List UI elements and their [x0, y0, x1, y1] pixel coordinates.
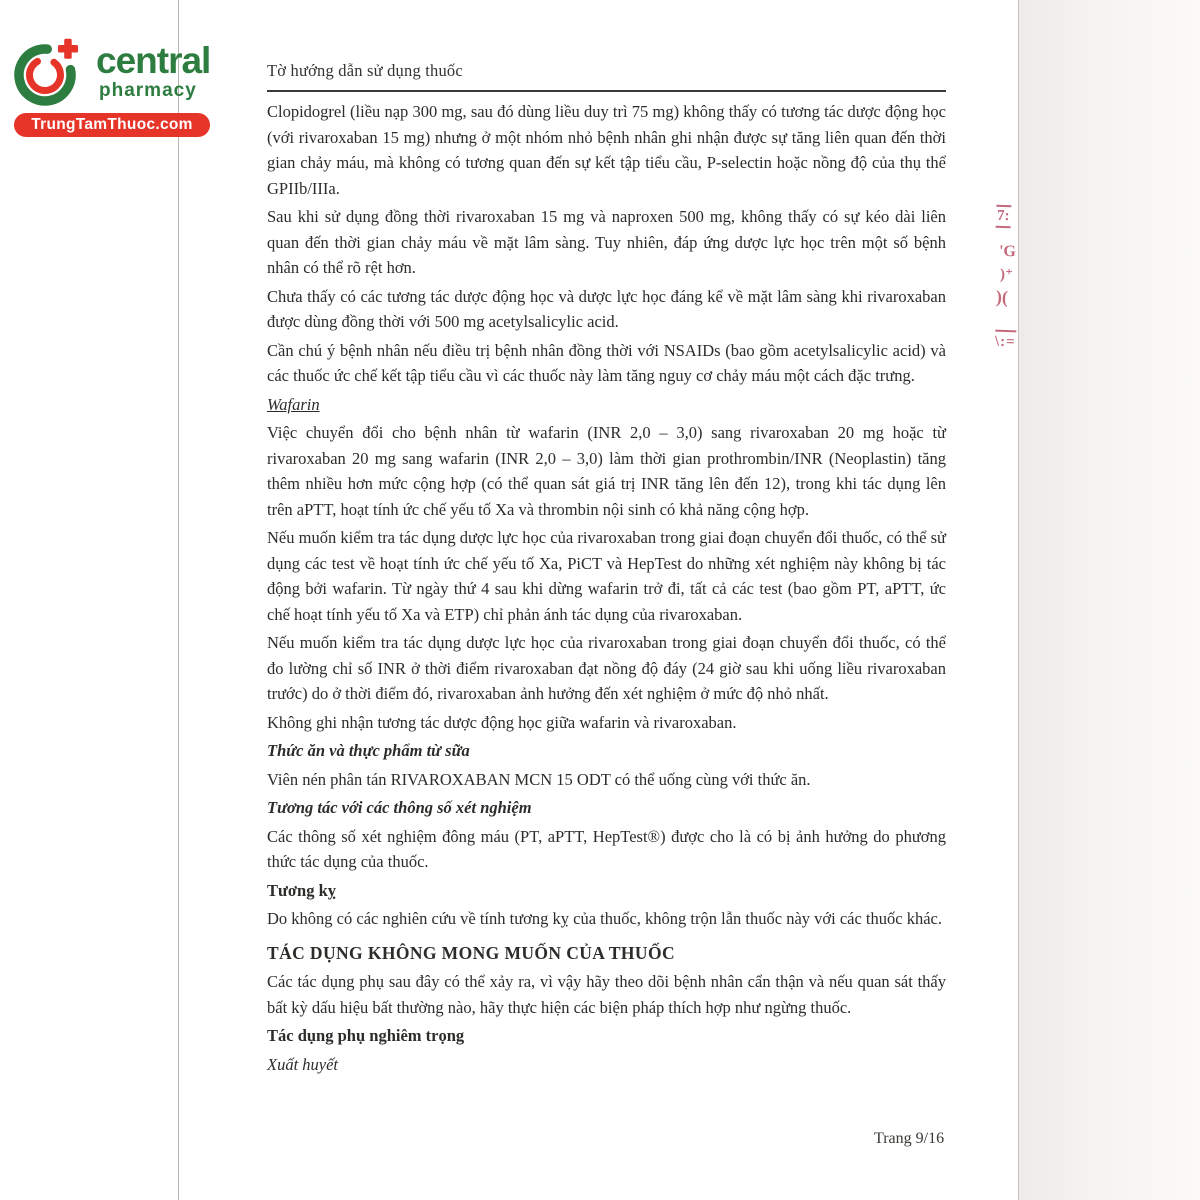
document-header: Tờ hướng dẫn sử dụng thuốc: [267, 61, 946, 92]
paragraph-naproxen: Sau khi sử dụng đồng thời rivaroxaban 15 mg và naproxen 500 mg, không thấy có sự kéo dài liên quan đến thời gian chảy máu về mặt lâm sàng. Tuy nhiên, đáp ứng dược lực học trên một số bệnh nhân có thể rõ rệt hơn.: [267, 207, 946, 277]
heading-food-dairy: Thức ăn và thực phẩm từ sữa: [267, 741, 470, 760]
pharmacy-c-plus-icon: [14, 36, 80, 106]
page-left-edge-line: [178, 0, 179, 1200]
logo-website-pill: TrungTamThuoc.com: [14, 113, 210, 137]
page-number: Trang 9/16: [874, 1130, 945, 1147]
central-pharmacy-logo: [14, 36, 214, 138]
paragraph-no-pk-interaction: Không ghi nhận tương tác dược động học giữa wafarin và rivaroxaban.: [267, 712, 737, 732]
paragraph-inr-measurement: Nếu muốn kiểm tra tác dụng dược lực học của rivaroxaban trong giai đoạn chuyển đổi thuốc, có thể đo lường chỉ số INR ở thời điểm rivaroxaban đạt nồng độ đáy (24 giờ sau khi uống liều rivaroxaban trước) do ở thời điểm đó, rivaroxaban ảnh hưởng đến xét nghiệm ở mức độ nhỏ nhất.: [267, 633, 946, 703]
document-body: [267, 99, 946, 1077]
paragraph-nsaids-warning: Cần chú ý bệnh nhân nếu điều trị bệnh nhân đồng thời với NSAIDs (bao gồm acetylsalicylic acid) và các thuốc ức chế kết tập tiểu cầu vì các thuốc này làm tăng nguy cơ chảy máu một cách đặc trưng.: [267, 340, 946, 385]
paragraph-clopidogrel: Clopidogrel (liều nạp 300 mg, sau đó dùng liều duy trì 75 mg) không thấy có tương tác dược động học (với rivaroxaban 15 mg) nhưng ở một nhóm nhỏ bệnh nhân ghi nhận được sự tăng liên quan đến thời gian chảy máu, mà không có tương quan đến sự kết tập tiểu cầu, P-selectin hoặc nồng độ của thụ thể GPIIb/IIIa.: [267, 102, 946, 198]
paragraph-warfarin-conversion: Việc chuyển đổi cho bệnh nhân từ wafarin (INR 2,0 – 3,0) sang rivaroxaban 20 mg hoặc từ rivaroxaban 20 mg sang wafarin (INR 2,0 – 3,0) làm thời gian prothrombin/INR (Neoplastin) tăng thêm nhiều hơn mức cộng hợp (có thể quan sát giá trị INR tăng lên đến 12), trong khi tác dụng lên trên aPTT, hoạt tính ức chế yếu tố Xa và thrombin nội sinh có khả năng cộng hợp.: [267, 423, 946, 519]
stamp-fragment: 'G: [998, 242, 1017, 261]
stamp-fragment: \:=: [995, 330, 1016, 351]
heading-incompatibility: Tương kỵ: [267, 880, 337, 900]
paragraph-take-with-food: Viên nén phân tán RIVAROXABAN MCN 15 ODT có thể uống cùng với thức ăn.: [267, 769, 811, 789]
logo-brand-text: central: [96, 40, 211, 81]
heading-hemorrhage: Xuất huyết: [267, 1054, 339, 1074]
heading-adverse-effects: TÁC DỤNG KHÔNG MONG MUỐN CỦA THUỐC: [267, 942, 675, 963]
stamp-fragment: 7:: [996, 205, 1011, 228]
document-column: [267, 61, 946, 1080]
paragraph-adverse-intro: Các tác dụng phụ sau đây có thể xảy ra, vì vậy hãy theo dõi bệnh nhân cẩn thận và nếu quan sát thấy bất kỳ dấu hiệu bất thường nào, hãy thực hiện các biện pháp thích hợp như ngừng thuốc.: [267, 972, 946, 1017]
logo-tagline-text: pharmacy: [99, 80, 197, 101]
scan-background-right: [1019, 0, 1200, 1200]
stamp-fragment: )⁺: [999, 266, 1014, 284]
paragraph-xa-tests: Nếu muốn kiểm tra tác dụng dược lực học của rivaroxaban trong giai đoạn chuyển đổi thuốc, có thể sử dụng các test về hoạt tính ức chế yếu tố Xa, PiCT và HepTest do những xét nghiệm này không bị tác động bởi wafarin. Từ ngày thứ 4 sau khi dừng wafarin trở đi, tất cả các test (bao gồm PT, aPTT, ức chế hoạt tính yếu tố Xa và ETP) chỉ phản ánh tác dụng của rivaroxaban.: [267, 528, 946, 624]
paragraph-lab-parameters: Các thông số xét nghiệm đông máu (PT, aPTT, HepTest®) được cho là có bị ảnh hưởng do phương thức tác dụng của thuốc.: [267, 826, 946, 871]
paragraph-incompatibility: Do không có các nghiên cứu về tính tương kỵ của thuốc, không trộn lẫn thuốc này với các thuốc khác.: [267, 909, 942, 928]
heading-serious-side-effects: Tác dụng phụ nghiêm trọng: [267, 1026, 465, 1045]
heading-wafarin: Wafarin: [267, 394, 320, 414]
heading-lab-parameters: Tương tác với các thông số xét nghiệm: [267, 798, 532, 817]
paragraph-acetylsalicylic: Chưa thấy có các tương tác dược động học và dược lực học đáng kể về mặt lâm sàng khi rivaroxaban được dùng đồng thời với 500 mg acetylsalicylic acid.: [267, 286, 946, 331]
page-right-edge-line: [1018, 0, 1019, 1200]
stamp-fragment: )(: [995, 286, 1009, 308]
